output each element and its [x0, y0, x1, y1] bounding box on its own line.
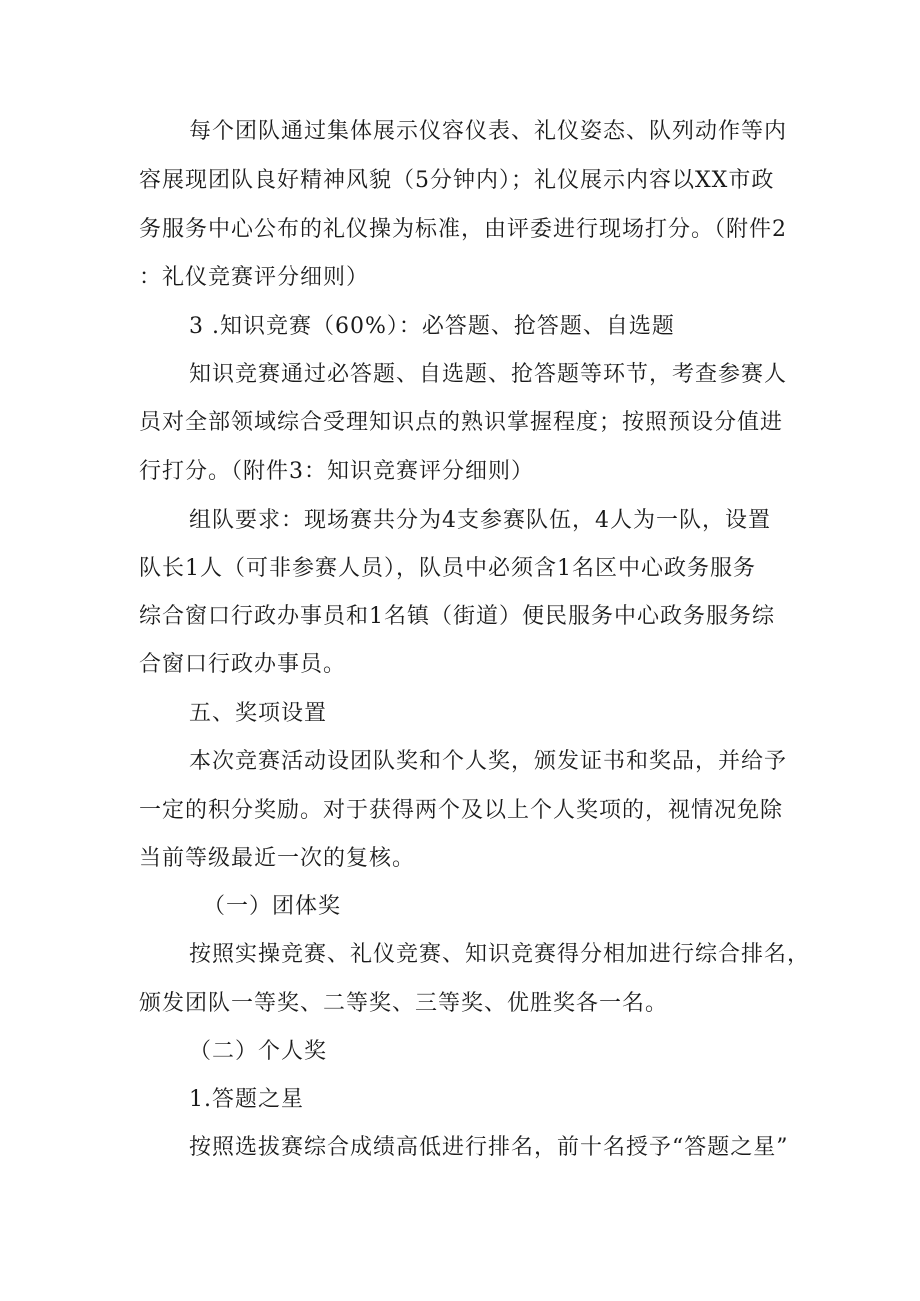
paragraph-line: 员对全部领域综合受理知识点的熟识掌握程度；按照预设分值进: [139, 410, 784, 435]
paragraph-line: 每个团队通过集体展示仪容仪表、礼仪姿态、队列动作等内: [189, 119, 788, 144]
section-heading: 3 .知识竞赛（60%）：必答题、抢答题、自选题: [189, 314, 675, 339]
paragraph-line: 容展现团队良好精神风貌（5分钟内）；礼仪展示内容以XX市政: [139, 168, 775, 193]
paragraph-line: 组队要求：现场赛共分为4支参赛队伍，4人为一队，设置: [189, 508, 771, 533]
paragraph-line: 务服务中心公布的礼仪操为标准，由评委进行现场打分。（附件2: [139, 217, 787, 242]
item-heading: 1.答题之星: [189, 1087, 304, 1112]
paragraph-line: 按照实操竞赛、礼仪竞赛、知识竞赛得分相加进行综合排名，: [189, 942, 811, 967]
paragraph-line: 知识竞赛通过必答题、自选题、抢答题等环节，考查参赛人: [189, 362, 788, 387]
paragraph-line: 当前等级最近一次的复核。: [139, 846, 416, 871]
paragraph-line: 本次竞赛活动设团队奖和个人奖，颁发证书和奖品，并给予: [189, 749, 788, 774]
paragraph-line: 按照选拔赛综合成绩高低进行排名，前十名授予“答题之星”: [189, 1135, 789, 1160]
section-heading: 五、奖项设置: [189, 701, 328, 726]
subsection-heading: （一）团体奖: [203, 894, 342, 919]
paragraph-line: 队长1人（可非参赛人员），队员中必须含1名区中心政务服务: [139, 556, 756, 581]
paragraph-line: 行打分。（附件3：知识竞赛评分细则）: [139, 459, 534, 484]
paragraph-line: 颁发团队一等奖、二等奖、三等奖、优胜奖各一名。: [139, 991, 669, 1016]
paragraph-line: 一定的积分奖励。对于获得两个及以上个人奖项的，视情况免除: [139, 798, 784, 823]
paragraph-line: 合窗口行政办事员。: [139, 652, 347, 677]
paragraph-line: 综合窗口行政办事员和1名镇（街道）便民服务中心政务服务综: [139, 604, 775, 629]
subsection-heading: （二）个人奖: [189, 1039, 328, 1064]
paragraph-line: ：礼仪竞赛评分细则）: [139, 265, 370, 290]
